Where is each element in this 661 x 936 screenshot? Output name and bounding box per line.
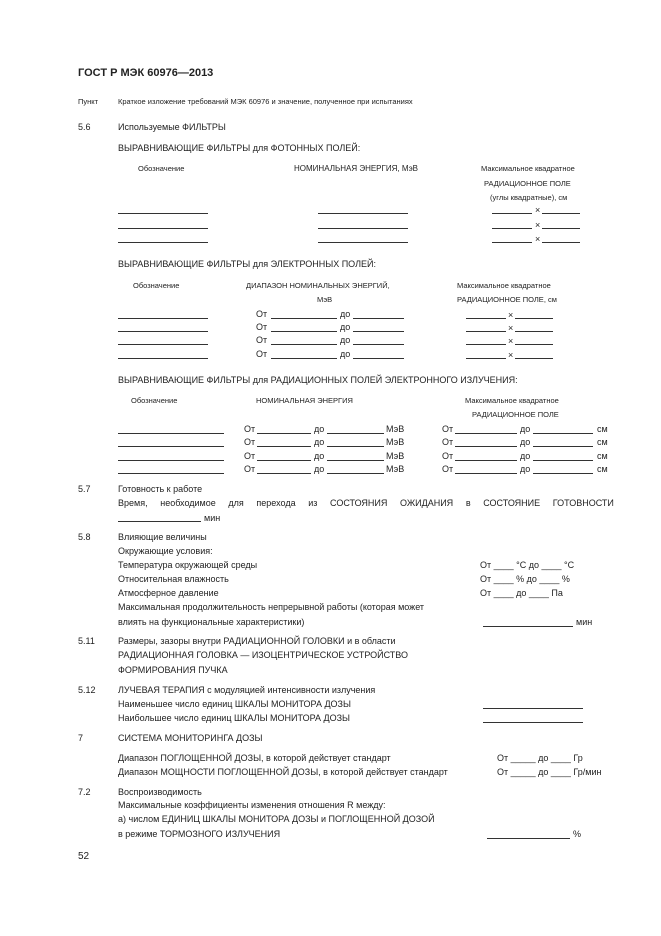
blank-line (533, 473, 593, 474)
blank-line (492, 228, 532, 229)
times-sign: × (535, 220, 541, 230)
blank-line (353, 318, 404, 319)
word: для (228, 498, 244, 508)
blank-line (466, 318, 506, 319)
max-duration-line-1: Максимальная продолжительность непрерывной работы (которая может (118, 602, 425, 612)
section-number-5-12: 5.12 (78, 685, 96, 695)
blank-line (318, 242, 408, 243)
to-label: до (520, 451, 531, 461)
times-sign: × (535, 205, 541, 215)
blank-line (455, 460, 517, 461)
page-title: ГОСТ Р МЭК 60976—2013 (78, 67, 214, 79)
from-label: От (256, 309, 268, 319)
cm-unit: см (597, 464, 608, 474)
electron-col-field-1: Максимальное квадратное (457, 281, 551, 290)
humidity-range: От ____ % до ____ % (480, 574, 570, 584)
times-sign: × (508, 336, 514, 346)
cm-unit: см (597, 424, 608, 434)
temperature-label: Температура окружающей среды (118, 560, 258, 570)
from-label: От (256, 335, 268, 345)
section-number-5-6: 5.6 (78, 122, 91, 132)
electron-rad-filters-heading: ВЫРАВНИВАЮЩИЕ ФИЛЬТРЫ для РАДИАЦИОННЫХ ПОЛЕЙ ЭЛЕКТРОННОГО ИЗЛУЧЕНИЯ: (118, 375, 518, 385)
mev-unit: МэВ (386, 437, 405, 447)
section-title-reproducibility: Воспроизводимость (118, 787, 202, 797)
pressure-label: Атмосферное давление (118, 588, 219, 598)
blank-line (533, 460, 593, 461)
minutes-unit: мин (204, 513, 221, 523)
column-header-summary: Краткое изложение требований МЭК 60976 и значение, полученное при испытаниях (118, 97, 413, 106)
reproducibility-line-3: в режиме ТОРМОЗНОГО ИЗЛУЧЕНИЯ (118, 829, 281, 839)
electron-rad-col-designation: Обозначение (131, 396, 178, 405)
blank-line (271, 318, 337, 319)
max-units-label: Наибольшее число единиц ШКАЛЫ МОНИТОРА ДОЗЫ (118, 713, 351, 723)
blank-line (542, 242, 580, 243)
electron-col-field-2: РАДИАЦИОННОЕ ПОЛЕ, см (457, 295, 557, 304)
blank-line (353, 344, 404, 345)
blank-line (455, 446, 517, 447)
dose-rate-range-value: От _____ до ____ Гр/мин (497, 767, 602, 777)
section-number-7: 7 (78, 733, 84, 743)
word: СОСТОЯНИЯ (330, 498, 388, 508)
blank-line (257, 433, 311, 434)
blank-line (353, 358, 404, 359)
section-title-filters: Используемые ФИЛЬТРЫ (118, 122, 226, 132)
photon-filters-heading: ВЫРАВНИВАЮЩИЕ ФИЛЬТРЫ для ФОТОННЫХ ПОЛЕЙ: (118, 143, 361, 153)
word: перехода (256, 498, 296, 508)
from-label: От (256, 349, 268, 359)
percent-unit: % (573, 829, 582, 839)
from-label: От (442, 464, 454, 474)
photon-col-field-1: Максимальное квадратное (481, 164, 575, 173)
electron-filters-heading: ВЫРАВНИВАЮЩИЕ ФИЛЬТРЫ для ЭЛЕКТРОННЫХ ПОЛЕЙ: (118, 259, 376, 269)
dose-rate-range-label: Диапазон МОЩНОСТИ ПОГЛОЩЕННОЙ ДОЗЫ, в которой действует стандарт (118, 767, 448, 777)
times-sign: × (508, 323, 514, 333)
blank-line (466, 331, 506, 332)
word: Время, (118, 498, 148, 508)
electron-rad-col-energy: НОМИНАЛЬНАЯ ЭНЕРГИЯ (256, 396, 353, 405)
times-sign: × (508, 310, 514, 320)
section-title-influence: Влияющие величины (118, 532, 207, 542)
cm-unit: см (597, 451, 608, 461)
to-label: до (520, 437, 531, 447)
to-label: до (520, 464, 531, 474)
blank-line (318, 228, 408, 229)
to-label: до (340, 309, 351, 319)
section-number-5-7: 5.7 (78, 484, 91, 494)
dose-range-label: Диапазон ПОГЛОЩЕННОЙ ДОЗЫ, в которой действует стандарт (118, 753, 391, 763)
blank-line (118, 433, 224, 434)
section-number-5-11: 5.11 (78, 636, 95, 646)
blank-line (483, 626, 573, 627)
reproducibility-line-2: а) числом ЕДИНИЦ ШКАЛЫ МОНИТОРА ДОЗЫ и ПОГЛОЩЕННОЙ ДОЗОЙ (118, 814, 435, 824)
page-number: 52 (78, 851, 90, 862)
blank-line (487, 838, 570, 839)
blank-line (257, 473, 311, 474)
word: ОЖИДАНИЯ (400, 498, 454, 508)
blank-line (118, 473, 224, 474)
photon-col-energy: НОМИНАЛЬНАЯ ЭНЕРГИЯ, МэВ (294, 164, 418, 173)
electron-col-range-2: МэВ (317, 295, 333, 304)
to-label: до (340, 349, 351, 359)
word: ГОТОВНОСТИ (552, 498, 614, 508)
blank-line (118, 228, 208, 229)
blank-line (515, 318, 553, 319)
dimensions-line-3: ФОРМИРОВАНИЯ ПУЧКА (118, 665, 228, 675)
to-label: до (340, 322, 351, 332)
from-label: От (256, 322, 268, 332)
blank-line (257, 460, 311, 461)
blank-line (353, 331, 404, 332)
minutes-unit: мин (576, 617, 593, 627)
electron-col-designation: Обозначение (133, 281, 180, 290)
blank-line (318, 213, 408, 214)
blank-line (327, 460, 384, 461)
blank-line (533, 446, 593, 447)
blank-line (455, 473, 517, 474)
blank-line (118, 344, 208, 345)
to-label: до (340, 335, 351, 345)
temperature-range: От ____ °С до ____ °С (480, 560, 575, 570)
blank-line (118, 446, 224, 447)
to-label: до (314, 437, 325, 447)
pressure-range: От ____ до ____ Па (480, 588, 563, 598)
electron-rad-col-field-2: РАДИАЦИОННОЕ ПОЛЕ (472, 410, 559, 419)
blank-line (327, 446, 384, 447)
word: СОСТОЯНИЕ (483, 498, 541, 508)
dimensions-line-1: Размеры, зазоры внутри РАДИАЦИОННОЙ ГОЛОВКИ и в области (118, 636, 396, 646)
section-number-7-2: 7.2 (78, 787, 91, 797)
env-conditions: Окружающие условия: (118, 546, 213, 556)
blank-line (466, 344, 506, 345)
from-label: От (244, 451, 256, 461)
blank-line (118, 213, 208, 214)
from-label: От (244, 437, 256, 447)
column-header-punkt: Пункт (78, 97, 99, 106)
blank-line (118, 358, 208, 359)
max-duration-line-2: влиять на функциональные характеристики) (118, 617, 305, 627)
word: из (308, 498, 318, 508)
blank-line (542, 213, 580, 214)
times-sign: × (508, 350, 514, 360)
electron-rad-col-field-1: Максимальное квадратное (465, 396, 559, 405)
from-label: От (442, 424, 454, 434)
mev-unit: МэВ (386, 464, 405, 474)
blank-line (515, 344, 553, 345)
photon-col-field-2: РАДИАЦИОННОЕ ПОЛЕ (484, 179, 571, 188)
blank-line (492, 242, 532, 243)
to-label: до (314, 424, 325, 434)
blank-line (483, 708, 583, 709)
electron-col-range-1: ДИАПАЗОН НОМИНАЛЬНЫХ ЭНЕРГИЙ, (246, 281, 390, 290)
from-label: От (244, 424, 256, 434)
blank-line (542, 228, 580, 229)
readiness-text (118, 498, 614, 509)
blank-line (515, 358, 553, 359)
cm-unit: см (597, 437, 608, 447)
blank-line (533, 433, 593, 434)
mev-unit: МэВ (386, 451, 405, 461)
from-label: От (442, 437, 454, 447)
reproducibility-line-1: Максимальные коэффициенты изменения отношения R между: (118, 800, 386, 810)
dose-range-value: От _____ до ____ Гр (497, 753, 583, 763)
min-units-label: Наименьшее число единиц ШКАЛЫ МОНИТОРА ДОЗЫ (118, 699, 351, 709)
blank-line (327, 473, 384, 474)
from-label: От (244, 464, 256, 474)
section-title-readiness: Готовность к работе (118, 484, 203, 494)
blank-line (118, 242, 208, 243)
to-label: до (314, 464, 325, 474)
mev-unit: МэВ (386, 424, 405, 434)
blank-line (271, 331, 337, 332)
blank-line (466, 358, 506, 359)
blank-line (271, 358, 337, 359)
from-label: От (442, 451, 454, 461)
blank-line (327, 433, 384, 434)
blank-line (257, 446, 311, 447)
blank-line (483, 722, 583, 723)
section-number-5-8: 5.8 (78, 532, 91, 542)
humidity-label: Относительная влажность (118, 574, 229, 584)
blank-line (118, 460, 224, 461)
word: в (465, 498, 471, 508)
blank-line (118, 331, 208, 332)
dimensions-line-2: РАДИАЦИОННАЯ ГОЛОВКА — ИЗОЦЕНТРИЧЕСКОЕ УСТРОЙСТВО (118, 650, 408, 660)
to-label: до (520, 424, 531, 434)
blank-line (455, 433, 517, 434)
blank-line (515, 331, 553, 332)
blank-line (118, 318, 208, 319)
photon-col-designation: Обозначение (138, 164, 185, 173)
word: необходимое (160, 498, 216, 508)
times-sign: × (535, 234, 541, 244)
section-title-dose-monitoring: СИСТЕМА МОНИТОРИНГА ДОЗЫ (118, 733, 263, 743)
section-title-imrt: ЛУЧЕВАЯ ТЕРАПИЯ с модуляцией интенсивности излучения (118, 685, 376, 695)
blank-line (118, 521, 201, 522)
photon-col-field-3: (углы квадратные), см (490, 193, 568, 202)
blank-line (492, 213, 532, 214)
to-label: до (314, 451, 325, 461)
blank-line (271, 344, 337, 345)
